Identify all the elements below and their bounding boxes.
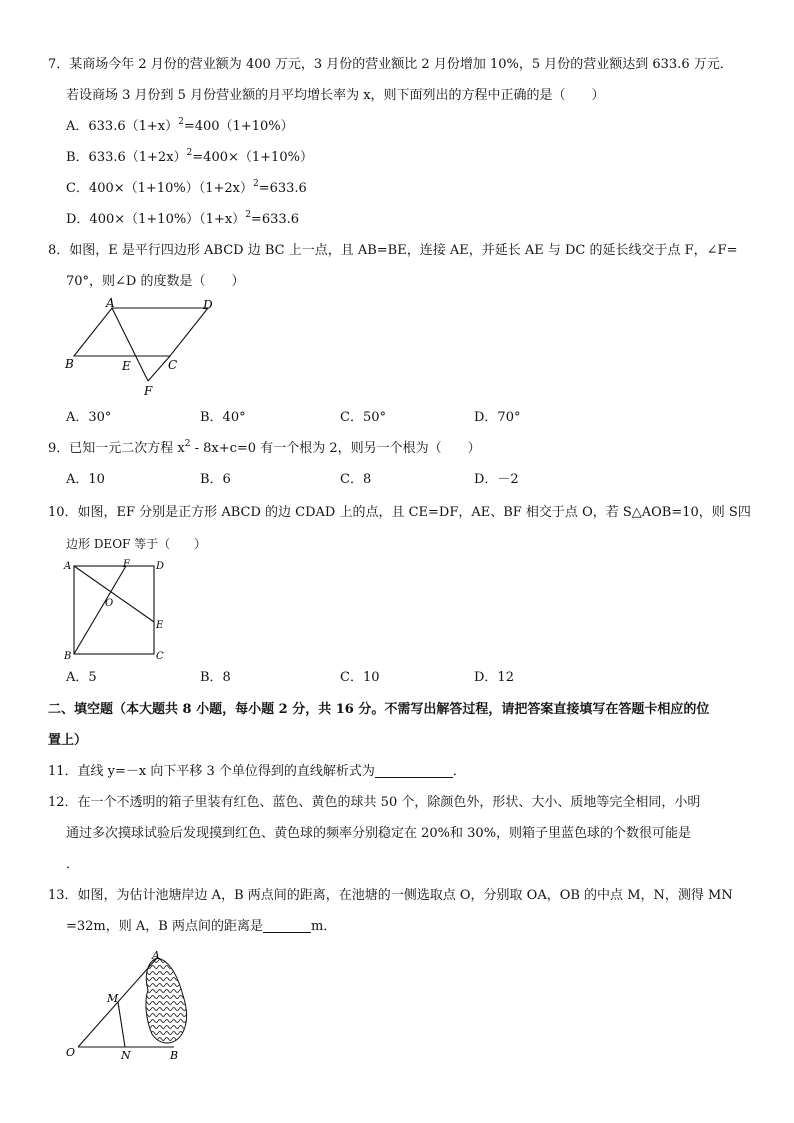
- q12-stem-line2: 通过多次摸球试验后发现摸到红色、黄色球的频率分别稳定在 20%和 30%，则箱子里蓝色球的个数很可能是: [66, 826, 692, 841]
- q8-label-d: D: [203, 298, 213, 312]
- q8-stem-line1: 8．如图，E 是平行四边形 ABCD 边 BC 上一点，且 AB=BE，连接 AE，并延长 AE 与 DC 的延长线交于点 F，∠F=: [48, 243, 738, 258]
- q7-option-c-pre: C．400×（1+10%）（1+2x）: [66, 181, 253, 196]
- q10-label-a: A: [64, 561, 72, 572]
- q7-option-b-pre: B．633.6（1+2x）: [66, 150, 187, 165]
- q8-option-d[interactable]: D．70°: [474, 410, 521, 425]
- q10-label-e: E: [156, 620, 164, 631]
- q8-label-f: F: [144, 384, 153, 398]
- q10-stem-line1: 10．如图，EF 分别是正方形 ABCD 的边 CDAD 上的点，且 CE=DF，AE、BF 相交于点 O，若 S△AOB=10，则 S四: [48, 505, 751, 520]
- q10-line-ae: [74, 566, 154, 622]
- q10-option-d[interactable]: D．12: [474, 670, 514, 685]
- q10-label-b: B: [64, 651, 72, 662]
- q13-label-a: A: [152, 949, 160, 962]
- q9-stem-sup: 2: [184, 439, 191, 449]
- q7-option-c[interactable]: [66, 180, 307, 198]
- section-heading-fill-in-line2: 置上）: [48, 733, 88, 748]
- q9-stem-post: - 8x+c=0 有一个根为 2，则另一个根为（ ）: [190, 441, 481, 456]
- q8-parallelogram-abcd: [74, 308, 208, 356]
- q7-option-b-post: =400×（1+10%）: [192, 150, 313, 165]
- q13-stem-line2-post: m．: [310, 919, 337, 934]
- q10-label-d: D: [156, 561, 165, 572]
- q10-label-o: O: [105, 598, 114, 609]
- q13-label-b: B: [170, 1049, 179, 1062]
- q7-option-d-post: =633.6: [250, 212, 300, 227]
- q8-parallelogram-figure: [60, 296, 220, 402]
- q13-stem-line2: [66, 918, 336, 936]
- q12-stem-line3: ．: [66, 857, 80, 872]
- q7-option-c-post: =633.6: [258, 181, 307, 196]
- q7-option-b[interactable]: [66, 149, 313, 167]
- q7-option-b-sup: 2: [186, 148, 193, 158]
- q8-line-cf: [148, 356, 170, 381]
- q7-option-d[interactable]: [66, 211, 299, 229]
- q9-option-c[interactable]: C．8: [340, 472, 372, 487]
- q11-stem-pre: 11．直线 y=－x 向下平移 3 个单位得到的直线解析式为: [48, 764, 375, 779]
- q11-answer-blank[interactable]: [375, 763, 453, 778]
- q7-option-a-post: =400（1+10%）: [183, 119, 294, 134]
- q7-stem-line2: 若设商场 3 月份到 5 月份营业额的月平均增长率为 x，则下面列出的方程中正确的是（ ）: [66, 88, 605, 103]
- q12-stem-line1: 12．在一个不透明的箱子里装有红色、蓝色、黄色的球共 50 个，除颜色外，形状、大小、质地等完全相同，小明: [48, 795, 701, 810]
- q8-label-a: A: [106, 296, 115, 310]
- q7-stem-line1: 7．某商场今年 2 月份的营业额为 400 万元，3 月份的营业额比 2 月份增加 10%，5 月份的营业额达到 633.6 万元．: [48, 57, 733, 72]
- q7-option-a-pre: A．633.6（1+x）: [66, 119, 179, 134]
- q7-option-c-sup: 2: [252, 179, 259, 189]
- q9-option-a[interactable]: A．10: [66, 472, 105, 487]
- q7-option-d-pre: D．400×（1+10%）（1+x）: [66, 212, 246, 227]
- q13-pond-shape: [146, 958, 187, 1043]
- q8-label-c: C: [168, 358, 178, 372]
- q8-label-e: E: [122, 359, 131, 373]
- q7-option-d-sup: 2: [245, 210, 251, 220]
- section-heading-fill-in-line1: 二、填空题（本大题共 8 小题，每小题 2 分，共 16 分。不需写出解答过程，请把答案直接填写在答题卡相应的位: [48, 702, 710, 717]
- q11-stem: [48, 763, 466, 781]
- q8-label-b: B: [65, 357, 74, 371]
- q13-line-mn: [118, 1002, 125, 1047]
- q10-label-c: C: [156, 651, 164, 662]
- q13-label-m: M: [107, 992, 119, 1005]
- q10-square-abcd: [74, 566, 154, 654]
- q8-option-a[interactable]: A．30°: [66, 410, 112, 425]
- q10-option-c[interactable]: C．10: [340, 670, 380, 685]
- q13-label-o: O: [66, 1046, 76, 1059]
- q8-option-b[interactable]: B．40°: [200, 410, 246, 425]
- q7-option-a[interactable]: [66, 118, 294, 136]
- q13-pond-figure: [60, 946, 200, 1066]
- q9-option-b[interactable]: B．6: [200, 472, 231, 487]
- q10-line-bf: [74, 566, 126, 654]
- q10-option-b[interactable]: B．8: [200, 670, 231, 685]
- q10-option-a[interactable]: A．5: [66, 670, 97, 685]
- q13-stem-line1: 13．如图，为估计池塘岸边 A，B 两点间的距离，在池塘的一侧选取点 O，分别取 OA，OB 的中点 M，N，测得 MN: [48, 888, 733, 903]
- q10-stem-line2: 边形 DEOF 等于（ ）: [66, 537, 207, 551]
- q8-option-c[interactable]: C．50°: [340, 410, 386, 425]
- q9-stem: [48, 440, 481, 458]
- q13-answer-blank[interactable]: [263, 918, 311, 933]
- q10-square-figure: [60, 558, 176, 666]
- q10-label-f: F: [123, 559, 130, 570]
- q8-stem-line2: 70°，则∠D 的度数是（ ）: [66, 274, 245, 289]
- q11-stem-post: ．: [452, 764, 466, 779]
- q7-option-a-sup: 2: [178, 117, 184, 127]
- q9-stem-pre: 9．已知一元二次方程 x: [48, 441, 185, 456]
- q13-label-n: N: [121, 1049, 131, 1062]
- q9-option-d[interactable]: D．－2: [474, 472, 519, 487]
- q13-stem-line2-pre: =32m，则 A，B 两点间的距离是: [66, 919, 263, 934]
